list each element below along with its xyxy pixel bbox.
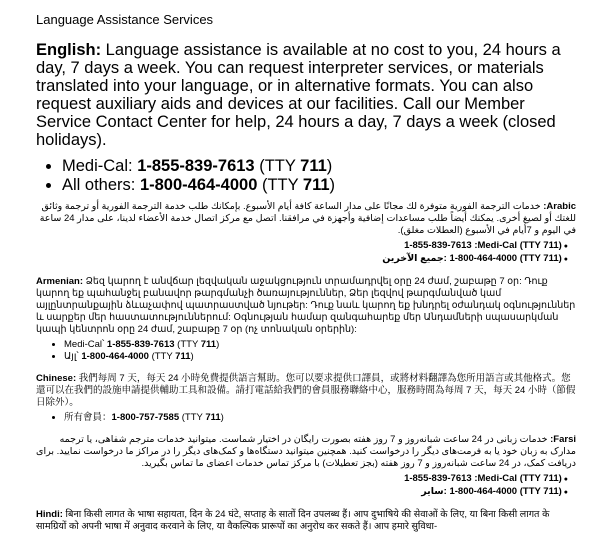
arabic-phone-others: ● (TTY 711) 1-800-464-4000 :جميع الآخرين [36, 253, 568, 266]
armenian-phone-list [36, 339, 576, 363]
english-label: English: [36, 41, 102, 59]
chinese-label: Chinese: [36, 373, 77, 384]
farsi-phone-list [36, 473, 576, 499]
english-phone-list [36, 157, 576, 195]
arabic-text: خدمات الترجمة الفورية متوفرة لك مجانًا على مدار الساعة كافة أيام الأسبوع. بإمكانك طلب خدمة الترجمة الفورية أو ترجمة وثائق للغتك أو لصيغ أخرى. يمكنك أيضاً طلب مساعدات إضافية وأجهزة في مرافقنا. اتصل مع مركز اتصال خدمة الأعضاء لدينا، على مدار 24 ساعة في اليوم و 7أيام في الأسبوع (العطلات مغلق). [39, 201, 576, 236]
english-phone-medi-cal: • Medi-Cal: 1-855-839-7613 (TTY 711) [62, 157, 576, 176]
document-page [36, 12, 576, 533]
chinese-paragraph [36, 373, 576, 409]
hindi-text: बिना किसी लागत के भाषा सहायता, दिन के 24 घंटे, सप्ताह के सातों दिन उपलब्ध हैं। आप दुभाषिये की सेवाओं के लिए, या बिना किसी लागत के सामग्रियों को अपनी भाषा में अनुवाद करवाने के लिए, या वैकल्पिक प्रारूपों का अनुरोध कर सकते हैं। आप हमारे सुविधा- [36, 509, 550, 532]
farsi-phone-medi-cal: ● (TTY 711) 1-855-839-7613 :Medi-Cal [36, 473, 568, 486]
farsi-paragraph [36, 434, 576, 470]
english-phone-others: • All others: 1-800-464-4000 (TTY 711) [62, 176, 576, 195]
arabic-label: Arabic: [543, 201, 576, 212]
farsi-label: Farsi: [550, 434, 576, 445]
farsi-text: خدمات زبانی در 24 ساعت شبانه‌روز و 7 روز هفته بصورت رایگان در اختیار شماست. میتوانید خدمات مترجم شفاهی، یا ترجمه مدارک به زبان خود یا به فرمت‌های دیگر را درخواست کنید. همچنین میتوانید دستگاه‌ها و کمک‌های دیگر را در مراکز ما درخواست نمایید. برای دریافت کمک، در 24 ساعت شبانه‌روز و 7 روز هفته (بجز تعطیلات) با مرکز تماس خدمات اعضای ما تماس بگیرید. [36, 434, 576, 469]
farsi-phone-others: ● (TTY 711) 1-800-464-4000 :سایر [36, 486, 568, 499]
english-paragraph [36, 41, 576, 149]
hindi-label: Hindi: [36, 509, 63, 520]
hindi-paragraph [36, 509, 576, 533]
arabic-paragraph [36, 201, 576, 237]
armenian-phone-medi-cal: • Medi-Cal՝ 1-855-839-7613 (TTY 711) [64, 339, 576, 351]
armenian-paragraph [36, 276, 576, 336]
arabic-phone-medi-cal: ● (TTY 711) 1-855-839-7613 :Medi-Cal [36, 240, 568, 253]
chinese-phone-all: • 所有會員：1-800-757-7585 (TTY 711) [64, 412, 576, 424]
chinese-phone-list [36, 412, 576, 424]
page-title: Language Assistance Services [36, 12, 214, 27]
armenian-text: Ձեզ կարող է անվճար լեզվական աջակցություն տրամադրվել օրը 24 ժամ, շաբաթը 7 օր: Դուք կարող եք պահանջել բանավոր թարգմանչի ծառայություններ, Ձեր լեզվով թարգմանված կամ այլընտրանքային ձևաչափով պատրաստված նյութեր: Դուք նաև կարող եք խնդրել օժանդակ օգնություններ և սարքեր մեր հաստատություններում: Օգնության համար զանգահարեք մեր Անդամների սպասարկման կապի կենտրոն օրը 24 ժամ, շաբաթը 7 օր (ոչ տոնական օրերին): [36, 276, 576, 335]
arabic-phone-list [36, 240, 576, 266]
armenian-label: Armenian: [36, 276, 83, 287]
armenian-phone-others: • Այլ՝ 1-800-464-4000 (TTY 711) [64, 351, 576, 363]
english-text: Language assistance is available at no cost to you, 24 hours a day, 7 days a week. You can request interpreter services, or materials translated into your language, or in alternative formats. You can also request auxiliary aids and devices at our facilities. Call our Member Service Contact Center for help, 24 hours a day, 7 days a week (closed holidays). [36, 41, 561, 149]
chinese-text: 我們每周 7 天，每天 24 小時免費提供語言幫助。您可以要求提供口譯員，或將材料翻譯為您所用語言或其他格式。您還可以在我們的設施申請提供輔助工具和設備。請打電話給我們的會員服務聯絡中心，服務時間為每周 7 天，每天 24 小時（節假日除外）。 [36, 373, 576, 408]
